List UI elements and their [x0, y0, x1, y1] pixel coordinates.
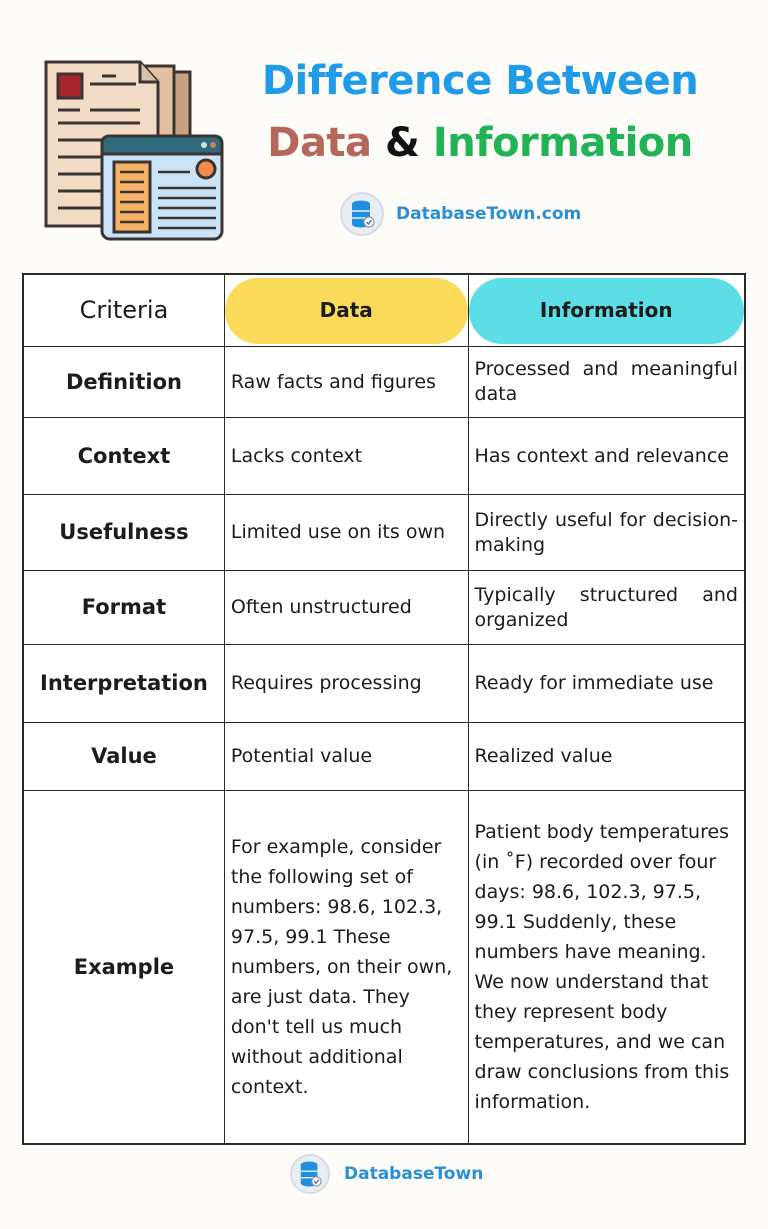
information-cell — [469, 723, 744, 790]
title-word-data: Data — [267, 120, 372, 166]
table-row — [24, 495, 744, 571]
title-line-2 — [240, 120, 720, 166]
information-cell — [469, 418, 744, 494]
information-cell — [469, 645, 744, 722]
header — [0, 0, 768, 260]
criteria-cell: Format — [24, 571, 225, 644]
data-cell — [225, 347, 469, 417]
data-cell — [225, 495, 469, 570]
table-row — [24, 418, 744, 495]
title-word-information: Information — [432, 120, 693, 166]
title-ampersand: & — [384, 120, 420, 166]
column-header-data: Data — [225, 278, 468, 344]
criteria-cell: Value — [24, 723, 225, 790]
table-row — [24, 571, 744, 645]
brand-top — [340, 192, 581, 236]
criteria-cell: Context — [24, 418, 225, 494]
table-row — [24, 723, 744, 791]
table-row — [24, 791, 744, 1143]
information-cell-text: Realized value — [474, 745, 613, 767]
criteria-cell: Definition — [24, 347, 225, 417]
documents-illustration-icon — [40, 58, 230, 243]
data-cell-text: Requires processing — [230, 672, 422, 694]
column-header-information: Information — [469, 278, 744, 344]
data-cell-text: Raw facts and figures — [230, 370, 436, 393]
data-cell — [225, 418, 469, 494]
database-logo-icon — [290, 1154, 330, 1194]
information-cell-text: Ready for immediate use — [474, 672, 714, 694]
column-header-information-cell — [469, 275, 744, 346]
data-cell-text: Potential value — [230, 745, 373, 767]
data-cell-text: For example, consider the following set of numbers: 98.6, 102.3, 97.5, 99.1 These numbers, on their own, are just data. They don't tell us much without additional context. — [230, 836, 453, 1098]
data-cell-text: Limited use on its own — [230, 521, 446, 543]
data-cell — [225, 645, 469, 722]
brand-name-footer[interactable]: DatabaseTown — [344, 1164, 484, 1184]
comparison-table — [22, 273, 746, 1145]
data-cell — [225, 723, 469, 790]
title-line-1: Difference Between — [261, 58, 699, 104]
column-header-criteria: Criteria — [24, 275, 225, 346]
data-cell-text: Often unstructured — [230, 596, 412, 618]
information-cell — [469, 495, 744, 570]
information-cell — [469, 347, 744, 417]
information-cell — [469, 571, 744, 644]
criteria-cell: Example — [24, 791, 225, 1143]
brand-name[interactable]: DatabaseTown.com — [396, 204, 582, 224]
information-cell-text: Patient body temperatures (in ˚F) recorded over four days: 98.6, 102.3, 97.5, 99.1 Suddenly, these numbers have meaning. We now understand that they represent body temperatures, and we can draw conclusions from this information. — [474, 821, 730, 1113]
data-cell-text: Lacks context — [230, 444, 363, 467]
information-cell-text: Processed and meaningful data — [474, 358, 738, 405]
criteria-cell: Usefulness — [24, 495, 225, 570]
table-header-row — [24, 275, 744, 347]
information-cell-text: Has context and relevance — [474, 444, 729, 467]
data-cell — [225, 571, 469, 644]
data-cell — [225, 791, 469, 1143]
information-cell — [469, 791, 744, 1143]
table-row — [24, 645, 744, 723]
table-row — [24, 347, 744, 418]
criteria-cell: Interpretation — [24, 645, 225, 722]
database-logo-icon — [340, 192, 384, 236]
information-cell-text: Directly useful for decision-making — [474, 508, 738, 556]
column-header-data-cell — [225, 275, 469, 346]
brand-footer — [290, 1154, 483, 1194]
information-cell-text: Typically structured and organized — [474, 583, 738, 631]
